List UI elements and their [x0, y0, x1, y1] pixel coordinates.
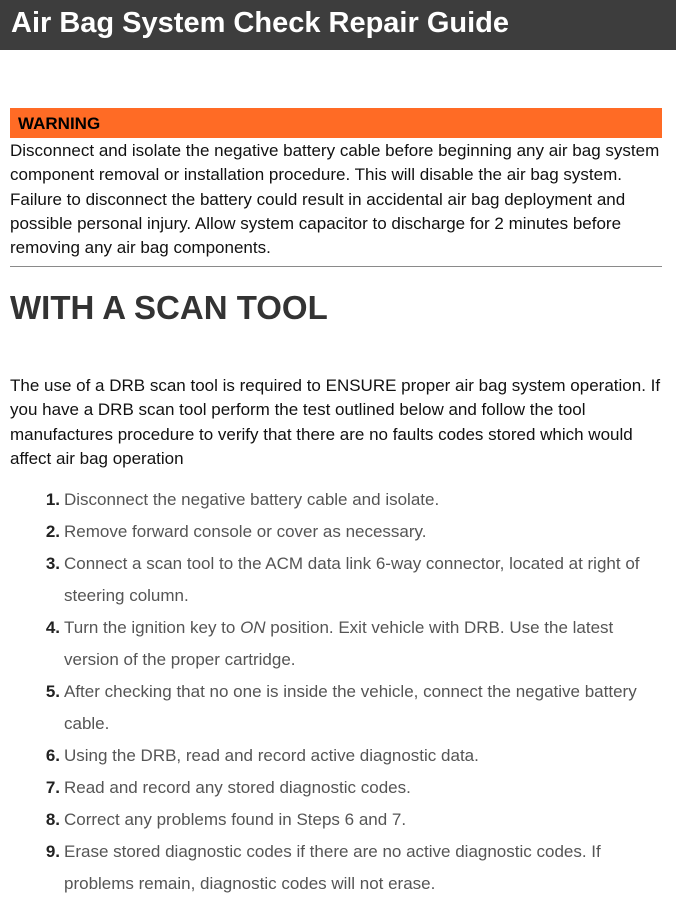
step-number: 1.	[45, 490, 60, 509]
step-number: 4.	[45, 618, 60, 637]
step-item	[10, 804, 670, 836]
step-text-after: position. Exit vehicle with DRB. Use the latest version of the proper cartridge.	[64, 618, 614, 669]
step-number: 6.	[45, 746, 60, 765]
steps-list	[10, 484, 670, 900]
step-text: Using the DRB, read and record active diagnostic data.	[64, 746, 479, 765]
title-bar	[0, 0, 676, 50]
step-text: Remove forward console or cover as necessary.	[64, 522, 427, 541]
step-item	[10, 740, 670, 772]
step-item	[10, 676, 670, 740]
step-text-before: Turn the ignition key to	[64, 618, 241, 637]
step-item	[10, 612, 670, 676]
section-intro: The use of a DRB scan tool is required to ENSURE proper air bag system operation. If you have a DRB scan tool perform the test outlined below and follow the tool manufactures procedure to verify that there are no faults codes stored which would affect air bag operation	[10, 376, 661, 468]
step-number: 9.	[45, 842, 60, 861]
step-number: 3.	[45, 554, 60, 573]
step-item	[10, 484, 670, 516]
step-item	[10, 516, 670, 548]
section-divider	[10, 266, 662, 267]
step-text: Erase stored diagnostic codes if there are no active diagnostic codes. If problems remain, diagnostic codes will not erase.	[64, 842, 601, 893]
step-item	[10, 836, 670, 900]
step-text: Correct any problems found in Steps 6 and 7.	[64, 810, 407, 829]
step-number: 8.	[45, 810, 60, 829]
step-text: Read and record any stored diagnostic codes.	[64, 778, 411, 797]
step-text-emphasis: ON	[240, 618, 266, 637]
section-heading: WITH A SCAN TOOL	[10, 289, 328, 326]
step-text: After checking that no one is inside the vehicle, connect the negative battery cable.	[64, 682, 637, 733]
step-item	[10, 548, 670, 612]
warning-label: WARNING	[18, 114, 101, 133]
step-text: Connect a scan tool to the ACM data link 6-way connector, located at right of steering column.	[64, 554, 640, 605]
warning-banner	[10, 108, 662, 138]
step-item	[10, 772, 670, 804]
step-number: 7.	[45, 778, 60, 797]
warning-text: Disconnect and isolate the negative battery cable before beginning any air bag system component removal or installation procedure. This will disable the air bag system. Failure to disconnect the battery could result in accidental air bag deployment and possible personal injury. Allow system capacitor to discharge for 2 minutes before removing any air bag components.	[10, 141, 660, 258]
step-number: 5.	[45, 682, 60, 701]
page-title: Air Bag System Check Repair Guide	[11, 7, 509, 39]
step-number: 2.	[45, 522, 60, 541]
step-text: Disconnect the negative battery cable and isolate.	[64, 490, 440, 509]
